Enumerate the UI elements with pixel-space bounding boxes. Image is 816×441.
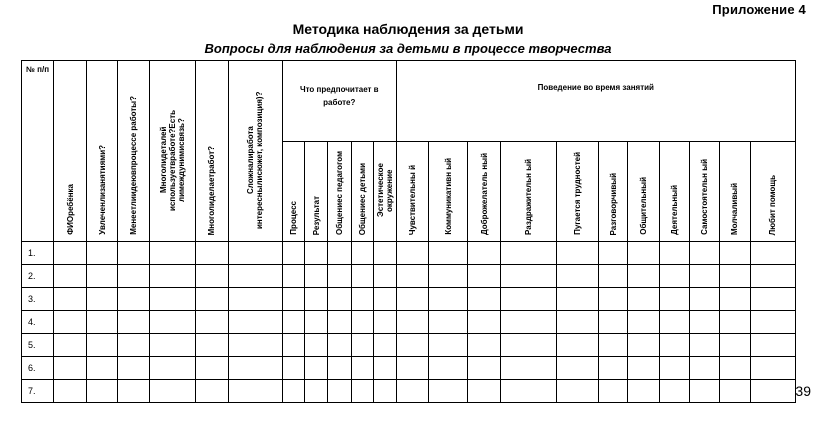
table-row — [22, 380, 796, 403]
header-enthusiastic: Увлеченлизанятиями? — [87, 61, 118, 242]
header-changes-idea: Менеетлиидеювпроцессе работы? — [118, 61, 150, 242]
table-cell — [396, 334, 429, 357]
table-cell — [118, 334, 150, 357]
table-row — [22, 242, 796, 265]
table-cell — [500, 265, 556, 288]
table-cell — [468, 380, 501, 403]
table-cell — [599, 334, 628, 357]
table-cell — [429, 288, 468, 311]
header-silent: Молчаливый — [720, 142, 751, 242]
table-cell — [396, 242, 429, 265]
table-cell — [429, 357, 468, 380]
header-communicative: Коммуникативн ый — [429, 142, 468, 242]
table-cell — [305, 265, 328, 288]
table-cell — [328, 357, 352, 380]
table-cell — [195, 334, 228, 357]
table-cell — [627, 242, 659, 265]
header-result: Результат — [305, 142, 328, 242]
table-cell — [282, 265, 305, 288]
header-child-name: ФИОребёнка — [53, 61, 87, 242]
table-cell — [351, 311, 374, 334]
table-cell — [627, 288, 659, 311]
header-active: Деятельный — [659, 142, 690, 242]
table-cell — [627, 334, 659, 357]
header-irritable: Раздражительн ый — [500, 142, 556, 242]
table-cell — [195, 242, 228, 265]
appendix-label: Приложение 4 — [712, 2, 806, 17]
table-cell — [750, 380, 795, 403]
table-cell — [500, 288, 556, 311]
table-cell — [53, 357, 87, 380]
header-independent: Самостоятельн ый — [690, 142, 720, 242]
table-cell — [557, 288, 599, 311]
header-aesthetic-environment: Эстетическое окружение — [374, 142, 397, 242]
table-cell — [87, 311, 118, 334]
table-cell — [659, 334, 690, 357]
row-number: 5. — [22, 334, 54, 357]
table-cell — [429, 242, 468, 265]
table-cell — [627, 265, 659, 288]
table-cell — [690, 357, 720, 380]
table-cell — [599, 357, 628, 380]
table-cell — [557, 265, 599, 288]
table-cell — [468, 242, 501, 265]
table-cell — [351, 265, 374, 288]
table-cell — [305, 334, 328, 357]
table-row — [22, 311, 796, 334]
table-cell — [87, 265, 118, 288]
header-fears-difficulties: Пугается трудностей — [557, 142, 599, 242]
table-cell — [396, 265, 429, 288]
table-cell — [118, 242, 150, 265]
table-cell — [228, 288, 282, 311]
behavior-group-header: Поведение во время занятий — [396, 61, 795, 142]
table-cell — [282, 357, 305, 380]
table-cell — [500, 380, 556, 403]
table-row — [22, 288, 796, 311]
table-cell — [228, 265, 282, 288]
table-cell — [228, 334, 282, 357]
table-cell — [149, 311, 195, 334]
table-cell — [228, 311, 282, 334]
header-sociable: Общительный — [627, 142, 659, 242]
table-cell — [87, 288, 118, 311]
table-cell — [328, 265, 352, 288]
header-likes-help: Любит помощь — [750, 142, 795, 242]
header-process: Процесс — [282, 142, 305, 242]
table-cell — [351, 242, 374, 265]
table-cell — [720, 265, 751, 288]
table-cell — [351, 288, 374, 311]
table-cell — [557, 357, 599, 380]
table-cell — [149, 242, 195, 265]
table-cell — [118, 311, 150, 334]
row-number: 4. — [22, 311, 54, 334]
table-cell — [149, 357, 195, 380]
table-cell — [87, 242, 118, 265]
table-cell — [53, 265, 87, 288]
table-cell — [720, 357, 751, 380]
table-cell — [468, 311, 501, 334]
table-cell — [53, 334, 87, 357]
table-cell — [87, 380, 118, 403]
table-cell — [374, 357, 397, 380]
table-cell — [750, 311, 795, 334]
table-cell — [690, 334, 720, 357]
table-cell — [53, 288, 87, 311]
table-cell — [374, 334, 397, 357]
table-cell — [429, 265, 468, 288]
table-cell — [351, 357, 374, 380]
table-cell — [305, 311, 328, 334]
table-cell — [328, 311, 352, 334]
table-cell — [118, 380, 150, 403]
table-cell — [282, 242, 305, 265]
table-cell — [720, 288, 751, 311]
table-cell — [500, 334, 556, 357]
table-cell — [228, 242, 282, 265]
header-talkative: Разговорчивый — [599, 142, 628, 242]
table-cell — [396, 311, 429, 334]
table-row — [22, 265, 796, 288]
table-cell — [149, 380, 195, 403]
table-cell — [118, 288, 150, 311]
table-cell — [557, 334, 599, 357]
table-cell — [195, 357, 228, 380]
table-cell — [195, 311, 228, 334]
page-subtitle: Вопросы для наблюдения за детьми в процессе творчества — [204, 41, 612, 56]
table-cell — [750, 357, 795, 380]
table-cell — [627, 380, 659, 403]
table-cell — [599, 311, 628, 334]
table-cell — [396, 357, 429, 380]
table-cell — [305, 288, 328, 311]
table-cell — [690, 265, 720, 288]
table-cell — [468, 288, 501, 311]
table-cell — [500, 242, 556, 265]
table-cell — [396, 288, 429, 311]
table-cell — [374, 311, 397, 334]
table-cell — [328, 334, 352, 357]
table-cell — [328, 288, 352, 311]
table-cell — [659, 380, 690, 403]
table-cell — [750, 288, 795, 311]
table-cell — [599, 288, 628, 311]
table-cell — [149, 265, 195, 288]
row-number: 2. — [22, 265, 54, 288]
table-cell — [53, 242, 87, 265]
table-cell — [305, 242, 328, 265]
table-cell — [659, 242, 690, 265]
table-cell — [87, 334, 118, 357]
table-cell — [351, 380, 374, 403]
observation-table — [21, 60, 796, 403]
table-cell — [282, 288, 305, 311]
table-row — [22, 334, 796, 357]
table-cell — [305, 357, 328, 380]
table-cell — [659, 311, 690, 334]
table-cell — [429, 334, 468, 357]
table-cell — [87, 357, 118, 380]
table-cell — [195, 288, 228, 311]
table-cell — [228, 357, 282, 380]
table-row — [22, 357, 796, 380]
table-cell — [720, 242, 751, 265]
row-number: 1. — [22, 242, 54, 265]
table-cell — [53, 380, 87, 403]
table-cell — [282, 311, 305, 334]
page-title: Методика наблюдения за детьми — [292, 21, 524, 37]
table-cell — [690, 311, 720, 334]
table-cell — [374, 288, 397, 311]
table-cell — [374, 242, 397, 265]
table-cell — [118, 357, 150, 380]
table-cell — [599, 265, 628, 288]
table-cell — [720, 311, 751, 334]
table-cell — [557, 242, 599, 265]
table-cell — [627, 311, 659, 334]
prefers-group-header: Что предпочитает в работе? — [282, 61, 396, 142]
table-cell — [690, 380, 720, 403]
table-cell — [500, 357, 556, 380]
table-cell — [750, 265, 795, 288]
table-cell — [500, 311, 556, 334]
table-cell — [195, 380, 228, 403]
table-cell — [468, 357, 501, 380]
header-friendly: Доброжелатель ный — [468, 142, 501, 242]
header-many-details: Многолидеталей используетвработе?Есть лимеждунимисвязь? — [149, 61, 195, 242]
table-cell — [690, 242, 720, 265]
table-cell — [53, 311, 87, 334]
table-cell — [282, 334, 305, 357]
row-number: 6. — [22, 357, 54, 380]
table-cell — [149, 288, 195, 311]
table-cell — [750, 242, 795, 265]
header-teacher-communication: Общениес педагогом — [328, 142, 352, 242]
table-cell — [659, 288, 690, 311]
table-cell — [659, 265, 690, 288]
table-cell — [468, 334, 501, 357]
table-cell — [305, 380, 328, 403]
table-cell — [659, 357, 690, 380]
page-number: 39 — [795, 383, 811, 399]
table-cell — [328, 380, 352, 403]
table-cell — [557, 380, 599, 403]
table-cell — [282, 380, 305, 403]
table-cell — [118, 265, 150, 288]
table-cell — [429, 380, 468, 403]
table-cell — [690, 288, 720, 311]
header-children-communication: Общениес детьми — [351, 142, 374, 242]
table-cell — [468, 265, 501, 288]
num-header: № п/п — [22, 61, 54, 242]
table-cell — [599, 380, 628, 403]
table-cell — [429, 311, 468, 334]
table-cell — [396, 380, 429, 403]
header-many-works: Многолиделаетработ? — [195, 61, 228, 242]
row-number: 7. — [22, 380, 54, 403]
table-cell — [720, 334, 751, 357]
table-cell — [195, 265, 228, 288]
table-cell — [557, 311, 599, 334]
table-cell — [599, 242, 628, 265]
table-cell — [328, 242, 352, 265]
table-cell — [720, 380, 751, 403]
table-cell — [750, 334, 795, 357]
header-sensitive: Чувствительны й — [396, 142, 429, 242]
header-complex-work: Сложналиработа интереснылисюжет, композиция)? — [228, 61, 282, 242]
table-cell — [627, 357, 659, 380]
table-cell — [351, 334, 374, 357]
table-cell — [374, 265, 397, 288]
table-cell — [374, 380, 397, 403]
row-number: 3. — [22, 288, 54, 311]
table-cell — [228, 380, 282, 403]
table-cell — [149, 334, 195, 357]
